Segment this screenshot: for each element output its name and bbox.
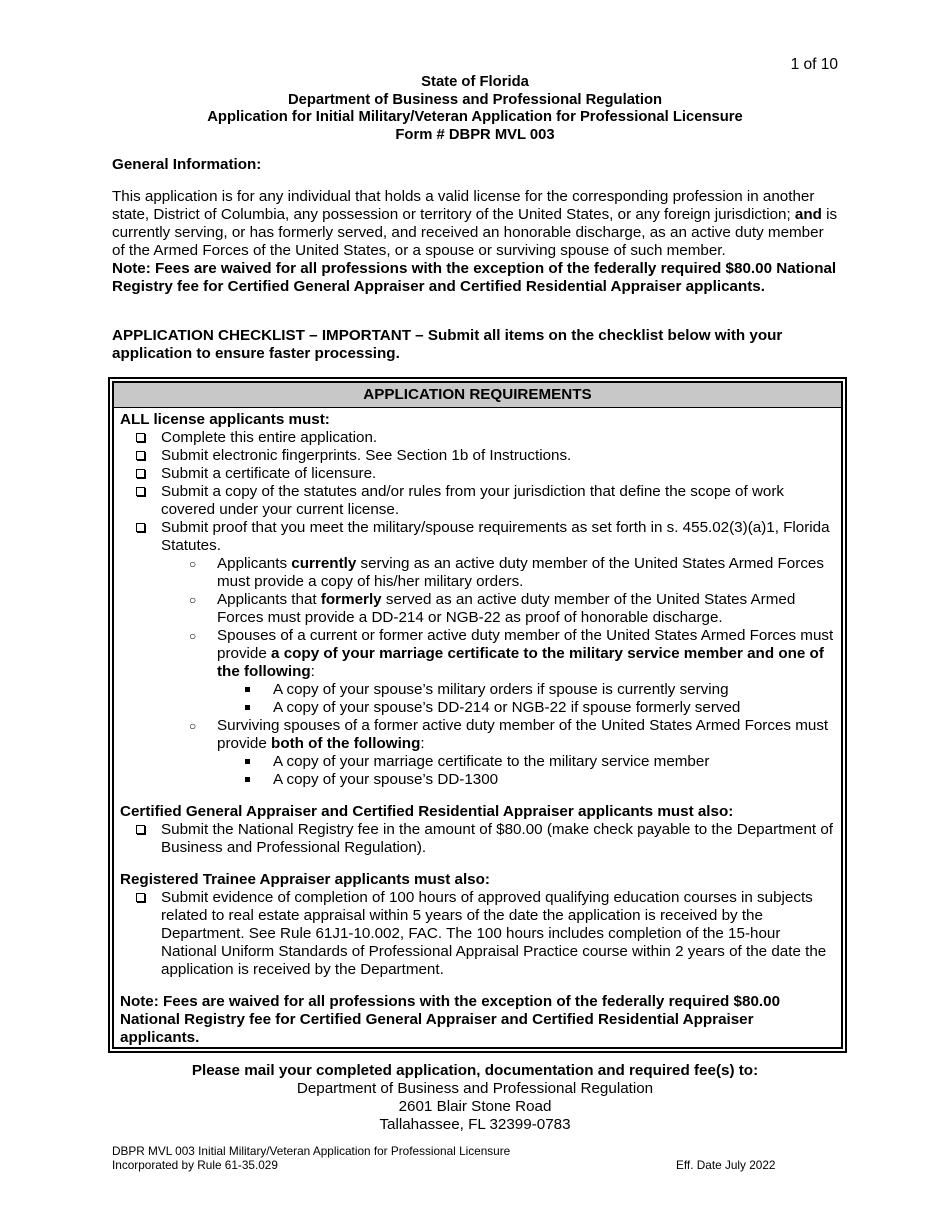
list-item: ○ Spouses of a current or former active duty member of the United States Armed Forces must provide a copy of your marriage certificate to the military service member and one of the following: A copy of your spouse’s military orders if spouse is currently serving A copy of your spouse’s DD-214 or NGB-22 if spouse formerly served	[161, 627, 837, 717]
square-bullet-icon	[245, 705, 250, 710]
requirements-box	[108, 377, 847, 1053]
square-bullet-icon	[245, 759, 250, 764]
mailing-address-block	[0, 1062, 950, 1134]
list-item: Complete this entire application.	[120, 429, 837, 447]
square-bullet-icon	[245, 777, 250, 782]
list-item: ○ Applicants currently serving as an active duty member of the United States Armed Forces must provide a copy of his/her military orders.	[189, 555, 824, 590]
surviving-spouse-docs-list	[217, 753, 837, 789]
trainee-list	[120, 889, 837, 979]
list-item: Submit a copy of the statutes and/or rules from your jurisdiction that define the scope of work covered under your current license.	[120, 483, 837, 519]
header-state: State of Florida	[421, 74, 529, 90]
all-applicants-list	[120, 429, 837, 789]
checkbox-icon	[136, 451, 145, 460]
spouse-docs-list	[217, 681, 837, 717]
page-number: 1 of 10	[790, 56, 838, 73]
list-item: ○ Surviving spouses of a former active duty member of the United States Armed Forces must provide both of the following: A copy of your marriage certificate to the military service member A copy of your spouse’s DD-1300	[161, 717, 837, 789]
intro-text-2: is currently serving, or has formerly served, and received an honorable discharge, as an active duty member of the Armed Forces of the United States, or a spouse or surviving spouse of such member.	[112, 206, 838, 259]
checkbox-icon	[136, 825, 145, 834]
list-item: Submit the National Registry fee in the amount of $80.00 (make check payable to the Department of Business and Professional Regulation).	[120, 821, 837, 857]
checkbox-icon	[136, 893, 145, 902]
circle-bullet-icon: ○	[189, 593, 197, 607]
intro-and: and	[794, 206, 822, 223]
military-requirements-list	[161, 555, 837, 789]
circle-bullet-icon: ○	[189, 629, 197, 643]
header-department: Department of Business and Professional Regulation	[287, 91, 663, 108]
mail-department: Department of Business and Professional Regulation	[296, 1080, 654, 1097]
list-item: Submit electronic fingerprints. See Section 1b of Instructions.	[120, 447, 837, 465]
footer-eff-date: Eff. Date July 2022	[676, 1158, 776, 1172]
circle-bullet-icon: ○	[189, 557, 197, 571]
mail-street: 2601 Blair Stone Road	[398, 1098, 552, 1115]
mail-title: Please mail your completed application, documentation and required fee(s) to:	[191, 1062, 759, 1079]
list-item: A copy of your spouse’s DD-1300	[217, 771, 837, 789]
appraiser-title: Certified General Appraiser and Certified Residential Appraiser applicants must also:	[120, 803, 734, 820]
intro-fee-note: Note: Fees are waived for all professions with the exception of the federally required $80.00 National Registry fee for Certified General Appraiser and Certified Residential Appraiser applicants.	[112, 260, 837, 295]
list-item: Submit a certificate of licensure.	[120, 465, 837, 483]
list-item: Submit evidence of completion of 100 hours of approved qualifying education courses in subjects related to real estate appraisal within 5 years of the date the application is received by the Department. See Rule 61J1-10.002, FAC. The 100 hours includes completion of the 15-hour National Uniform Standards of Professional Appraisal Practice course within 2 years of the date the application is received by the Department.	[120, 889, 837, 979]
list-item: A copy of your marriage certificate to the military service member	[217, 753, 837, 771]
general-info-title: General Information:	[112, 156, 262, 173]
trainee-title: Registered Trainee Appraiser applicants must also:	[120, 871, 490, 888]
requirements-body	[114, 408, 841, 1047]
all-applicants-title: ALL license applicants must:	[120, 411, 330, 428]
checkbox-icon	[136, 487, 145, 496]
requirements-header: APPLICATION REQUIREMENTS	[114, 383, 841, 408]
footer-form-info	[112, 1145, 510, 1172]
form-header	[0, 74, 950, 144]
requirements-fee-note: Note: Fees are waived for all professions with the exception of the federally required $80.00 National Registry fee for Certified General Appraiser and Certified Residential Appraiser applicants.	[120, 993, 781, 1046]
checklist-note: APPLICATION CHECKLIST – IMPORTANT – Submit all items on the checklist below with your application to ensure faster processing.	[112, 327, 783, 362]
intro-text-1: This application is for any individual that holds a valid license for the corresponding profession in another state, District of Columbia, any possession or territory of the United States, or any foreign jurisdiction;	[112, 188, 815, 223]
square-bullet-icon	[245, 687, 250, 692]
header-application-title: Application for Initial Military/Veteran Application for Professional Licensure	[207, 109, 743, 125]
list-item: Submit proof that you meet the military/spouse requirements as set forth in s. 455.02(3)(a)1, Florida Statutes. ○ Applicants currently serving as an active duty member of the United States Armed Forces must provide a copy of his/her military orders. ○ Applicants that formerly served as an active duty member of the United States Armed Forces must provide a DD-214 or NGB-22 as proof of honorable discharge. ○ Spouses of a current or former active duty member of the United States Armed Forces must provide a copy of your marriage certificate to the military service member and one of the following: A copy of your spouse’s military orders if spouse is currently serving A copy of your spouse’s DD-214 or NGB-22 if spouse formerly served ○ Surviving spouses of a former active duty member of the United States Armed Forces must provide both of the following: A copy of your marriage certificate to the military service member A copy of your spouse’s DD-1300	[120, 519, 837, 789]
checkbox-icon	[136, 433, 145, 442]
circle-bullet-icon: ○	[189, 719, 197, 733]
list-item: A copy of your spouse’s military orders if spouse is currently serving	[217, 681, 837, 699]
appraiser-list	[120, 821, 837, 857]
header-form-number: Form # DBPR MVL 003	[395, 126, 555, 143]
checkbox-icon	[136, 469, 145, 478]
checkbox-icon	[136, 523, 145, 532]
list-item: A copy of your spouse’s DD-214 or NGB-22 if spouse formerly served	[217, 699, 837, 717]
general-info-paragraph	[112, 188, 840, 296]
footer-form-title: DBPR MVL 003 Initial Military/Veteran Application for Professional Licensure	[112, 1144, 511, 1158]
list-item: ○ Applicants that formerly served as an active duty member of the United States Armed Forces must provide a DD-214 or NGB-22 as proof of honorable discharge.	[189, 591, 796, 626]
footer-rule: Incorporated by Rule 61-35.029	[112, 1157, 278, 1172]
mail-city: Tallahassee, FL 32399-0783	[379, 1116, 571, 1133]
